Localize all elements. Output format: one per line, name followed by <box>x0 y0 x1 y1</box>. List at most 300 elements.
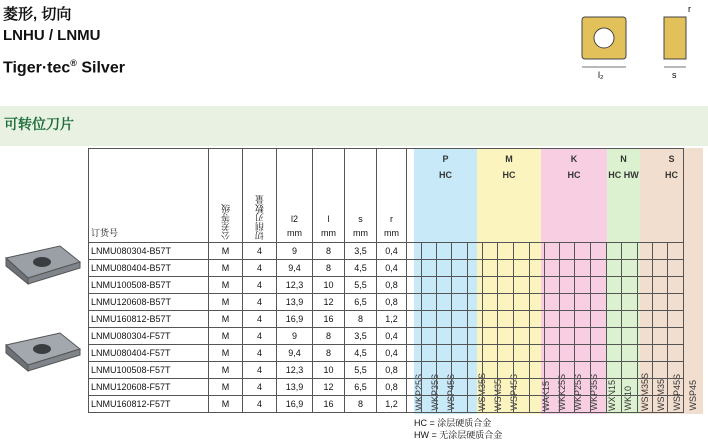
cell-l: 10 <box>313 277 345 294</box>
cell-l2: 13,9 <box>277 379 313 396</box>
grade-cell <box>422 243 437 260</box>
cell-l: 8 <box>313 345 345 362</box>
grade-code: WAK15 <box>541 380 551 411</box>
grade-code: WKP35S <box>430 374 440 411</box>
group-name: K <box>570 154 578 164</box>
grade-cell <box>653 362 668 379</box>
cell-r: 0,4 <box>377 345 407 362</box>
grade-cell <box>437 294 452 311</box>
grade-cell <box>452 294 468 311</box>
grade-cell <box>422 260 437 277</box>
grade-cell <box>668 379 684 396</box>
cell-r: 0,4 <box>377 260 407 277</box>
grade-cell <box>407 379 422 396</box>
grade-code: WXN15 <box>607 379 617 411</box>
grade-cell <box>483 260 498 277</box>
grade-cell <box>653 345 668 362</box>
grade-cell <box>498 328 514 345</box>
grade-cell <box>668 243 684 260</box>
grade-cell <box>545 311 560 328</box>
svg-text:l₂: l₂ <box>598 70 604 80</box>
insert-dimension-diagram <box>578 3 703 81</box>
grade-cell <box>668 260 684 277</box>
grade-code: WSP45 <box>688 380 698 411</box>
grade-cell <box>437 345 452 362</box>
grade-cell <box>483 362 498 379</box>
cell-s: 8 <box>345 396 377 413</box>
cell-s: 3,5 <box>345 243 377 260</box>
grade-cell <box>545 260 560 277</box>
cell-s: 8 <box>345 311 377 328</box>
svg-text:r: r <box>688 4 691 14</box>
grade-cell <box>468 294 483 311</box>
insert-photo-b57t <box>2 240 82 286</box>
grade-cell <box>498 311 514 328</box>
cell-r: 1,2 <box>377 396 407 413</box>
grade-cell <box>452 277 468 294</box>
grade-code: WSP45S <box>446 374 456 411</box>
grade-code: WSM35S <box>477 372 487 411</box>
cell-tolerance: M <box>209 379 243 396</box>
cell-tolerance: M <box>209 345 243 362</box>
grade-cell <box>483 396 498 413</box>
grade-cell <box>483 294 498 311</box>
grade-cell <box>483 345 498 362</box>
group-coating: HC <box>567 170 581 180</box>
grade-cell <box>653 294 668 311</box>
grade-cell <box>498 379 514 396</box>
grade-cell <box>452 362 468 379</box>
grade-cell <box>668 362 684 379</box>
header-s: s mm <box>345 149 377 243</box>
grade-cell <box>437 243 452 260</box>
grade-cell <box>607 362 622 379</box>
cell-r: 0,4 <box>377 243 407 260</box>
table-row <box>89 396 684 413</box>
grade-cell <box>653 277 668 294</box>
cell-l: 8 <box>313 243 345 260</box>
grade-cell <box>591 243 607 260</box>
cell-l2: 16,9 <box>277 311 313 328</box>
group-name: P <box>442 154 449 164</box>
grade-cell <box>591 379 607 396</box>
grade-cell <box>622 277 638 294</box>
grade-cell <box>545 345 560 362</box>
grade-cell <box>407 345 422 362</box>
grade-cell <box>545 362 560 379</box>
grade-cell <box>514 260 530 277</box>
grade-cell <box>514 294 530 311</box>
cell-code: LNMU080404-F57T <box>89 345 209 362</box>
grade-cell <box>530 243 545 260</box>
grade-cell <box>407 311 422 328</box>
grade-cell <box>452 396 468 413</box>
cell-l2: 13,9 <box>277 294 313 311</box>
grade-cell <box>468 345 483 362</box>
grade-cell <box>560 328 575 345</box>
grade-cell <box>468 396 483 413</box>
grade-cell <box>607 294 622 311</box>
header-l2: l2 mm <box>277 149 313 243</box>
grade-cell <box>530 362 545 379</box>
grade-cell <box>545 396 560 413</box>
grade-cell <box>468 362 483 379</box>
cell-l: 8 <box>313 328 345 345</box>
grade-cell <box>560 311 575 328</box>
grade-cell <box>622 311 638 328</box>
cell-l2: 9 <box>277 243 313 260</box>
cell-code: LNMU100508-B57T <box>89 277 209 294</box>
cell-r: 0,8 <box>377 277 407 294</box>
table-row <box>89 379 684 396</box>
title-shape: 菱形, 切向 <box>3 6 72 23</box>
grade-cell <box>437 396 452 413</box>
grade-cell <box>575 311 591 328</box>
cell-l: 8 <box>313 260 345 277</box>
grade-code: WSP45S <box>672 374 682 411</box>
grade-cell <box>591 328 607 345</box>
grade-code: WKP35S <box>589 374 599 411</box>
grade-cell <box>407 243 422 260</box>
grade-cell <box>514 396 530 413</box>
cell-tolerance: M <box>209 311 243 328</box>
cell-edges: 4 <box>243 294 277 311</box>
grade-cell <box>530 294 545 311</box>
grade-cell <box>638 260 653 277</box>
grade-cell <box>468 277 483 294</box>
grade-cell <box>498 277 514 294</box>
grade-cell <box>545 243 560 260</box>
grade-cell <box>668 328 684 345</box>
grade-cell <box>560 294 575 311</box>
grade-cell <box>607 277 622 294</box>
grade-cell <box>638 311 653 328</box>
cell-l: 10 <box>313 362 345 379</box>
footnote-hc: HC = 涂层硬质合金 <box>414 418 492 428</box>
grade-cell <box>452 260 468 277</box>
title-type: LNHU / LNMU <box>3 27 101 44</box>
grade-cell <box>653 328 668 345</box>
grade-cell <box>468 243 483 260</box>
header-tolerance: 公差等级 <box>209 149 243 243</box>
cell-code: LNMU120608-B57T <box>89 294 209 311</box>
grade-cell <box>607 260 622 277</box>
group-coating: HC HW <box>608 170 639 180</box>
grade-cell <box>483 379 498 396</box>
grade-cell <box>530 345 545 362</box>
cell-tolerance: M <box>209 277 243 294</box>
grade-cell <box>468 311 483 328</box>
grade-cell <box>622 345 638 362</box>
grade-cell <box>622 362 638 379</box>
grade-cell <box>407 362 422 379</box>
group-coating: HC <box>439 170 452 180</box>
cell-l2: 9 <box>277 328 313 345</box>
cell-edges: 4 <box>243 243 277 260</box>
grade-cell <box>498 294 514 311</box>
cell-edges: 4 <box>243 362 277 379</box>
grade-cell <box>622 379 638 396</box>
grade-cell <box>483 311 498 328</box>
cell-r: 0,4 <box>377 328 407 345</box>
table-row <box>89 277 684 294</box>
grade-cell <box>575 328 591 345</box>
grade-code: WKP25S <box>573 374 583 411</box>
cell-edges: 4 <box>243 328 277 345</box>
grade-cell <box>607 243 622 260</box>
grade-cell <box>668 396 684 413</box>
grade-cell <box>422 396 437 413</box>
grade-code: WKP25S <box>414 374 424 411</box>
cell-tolerance: M <box>209 396 243 413</box>
grade-cell <box>514 311 530 328</box>
grade-code: WSP45S <box>509 374 519 411</box>
grade-cell <box>622 328 638 345</box>
table-row <box>89 328 684 345</box>
header-code: 订货号 <box>89 149 209 243</box>
grade-code: WSM35 <box>656 378 666 411</box>
cell-edges: 4 <box>243 396 277 413</box>
grade-cell <box>575 243 591 260</box>
table-header-row <box>89 149 684 243</box>
grade-cell <box>575 345 591 362</box>
grade-cell <box>437 277 452 294</box>
grade-cell <box>498 243 514 260</box>
table-row <box>89 362 684 379</box>
cell-edges: 4 <box>243 311 277 328</box>
grade-cell <box>545 277 560 294</box>
grade-cell <box>452 243 468 260</box>
grade-cell <box>437 362 452 379</box>
group-coating: HC <box>665 170 678 180</box>
cell-r: 0,8 <box>377 294 407 311</box>
svg-text:s: s <box>672 70 677 80</box>
grade-cell <box>575 396 591 413</box>
cell-edges: 4 <box>243 379 277 396</box>
grade-cell <box>422 345 437 362</box>
grade-cell <box>638 345 653 362</box>
grade-cell <box>422 311 437 328</box>
cell-s: 5,5 <box>345 362 377 379</box>
grade-cell <box>437 260 452 277</box>
grade-cell <box>514 379 530 396</box>
grade-cell <box>653 260 668 277</box>
grade-cell <box>468 260 483 277</box>
grade-cell <box>545 294 560 311</box>
grade-cell <box>638 243 653 260</box>
table-row <box>89 311 684 328</box>
table-row <box>89 294 684 311</box>
title-product: Tiger·tec® Silver <box>3 58 125 77</box>
cell-r: 0,8 <box>377 379 407 396</box>
grade-cell <box>530 396 545 413</box>
grade-cell <box>530 328 545 345</box>
cell-l: 16 <box>313 396 345 413</box>
footnote-hw: HW = 无涂层硬质合金 <box>414 430 503 440</box>
cell-code: LNMU120608-F57T <box>89 379 209 396</box>
cell-s: 4,5 <box>345 345 377 362</box>
grade-cell <box>422 277 437 294</box>
grade-cell <box>468 328 483 345</box>
grade-cell <box>560 345 575 362</box>
grade-cell <box>591 294 607 311</box>
group-coating: HC <box>502 170 516 180</box>
grade-cell <box>668 345 684 362</box>
group-name: M <box>505 154 513 164</box>
grade-cell <box>452 328 468 345</box>
grade-cell <box>575 379 591 396</box>
cell-code: LNMU100508-F57T <box>89 362 209 379</box>
grade-cell <box>498 396 514 413</box>
cell-edges: 4 <box>243 277 277 294</box>
grade-code: WKK25S <box>557 374 567 411</box>
grade-cell <box>483 277 498 294</box>
cell-s: 6,5 <box>345 379 377 396</box>
grade-cell <box>638 294 653 311</box>
grade-cell <box>653 243 668 260</box>
grade-cell <box>622 243 638 260</box>
grade-cell <box>653 396 668 413</box>
cell-r: 1,2 <box>377 311 407 328</box>
grade-cell <box>575 260 591 277</box>
grade-cell <box>607 379 622 396</box>
grade-cell <box>575 294 591 311</box>
cell-edges: 4 <box>243 260 277 277</box>
cell-code: LNMU080404-B57T <box>89 260 209 277</box>
grade-cell <box>575 362 591 379</box>
grade-cell <box>514 243 530 260</box>
grade-cell <box>545 379 560 396</box>
grade-cell <box>545 328 560 345</box>
cell-tolerance: M <box>209 328 243 345</box>
grade-cell <box>437 311 452 328</box>
grade-code: WK10 <box>623 386 633 411</box>
cell-code: LNMU160812-B57T <box>89 311 209 328</box>
grade-cell <box>452 311 468 328</box>
cell-tolerance: M <box>209 260 243 277</box>
cell-l2: 9,4 <box>277 260 313 277</box>
grade-cell <box>638 396 653 413</box>
grade-cell <box>560 362 575 379</box>
grade-cell <box>498 260 514 277</box>
grade-cell <box>422 294 437 311</box>
grade-cell <box>498 362 514 379</box>
grade-cell <box>607 328 622 345</box>
grade-cell <box>575 277 591 294</box>
grade-cell <box>530 260 545 277</box>
grade-cell <box>622 260 638 277</box>
grade-cell <box>514 277 530 294</box>
grade-cell <box>483 243 498 260</box>
grade-cell <box>653 379 668 396</box>
grade-cell <box>514 328 530 345</box>
cell-code: LNMU080304-F57T <box>89 328 209 345</box>
grade-cell <box>668 294 684 311</box>
cell-l: 12 <box>313 379 345 396</box>
cell-l: 12 <box>313 294 345 311</box>
grade-cell <box>483 328 498 345</box>
grade-cell <box>560 277 575 294</box>
grade-cell <box>530 277 545 294</box>
grade-cell <box>591 260 607 277</box>
cell-l2: 9,4 <box>277 345 313 362</box>
grade-cell <box>514 345 530 362</box>
grade-cell <box>638 277 653 294</box>
grade-cell <box>452 345 468 362</box>
cell-l2: 12,3 <box>277 362 313 379</box>
grade-cell <box>607 396 622 413</box>
grade-cell <box>668 311 684 328</box>
grade-cell <box>407 294 422 311</box>
cell-s: 5,5 <box>345 277 377 294</box>
grade-cell <box>591 396 607 413</box>
cell-tolerance: M <box>209 294 243 311</box>
grade-cell <box>591 345 607 362</box>
cell-l2: 12,3 <box>277 277 313 294</box>
cell-tolerance: M <box>209 362 243 379</box>
grade-cell <box>530 379 545 396</box>
group-name: S <box>668 154 675 164</box>
grade-cell <box>622 396 638 413</box>
grade-cell <box>422 328 437 345</box>
cell-code: LNMU080304-B57T <box>89 243 209 260</box>
grade-cell <box>498 345 514 362</box>
cell-s: 4,5 <box>345 260 377 277</box>
grade-cell <box>591 362 607 379</box>
table-row <box>89 243 684 260</box>
grade-cell <box>622 294 638 311</box>
cell-r: 0,8 <box>377 362 407 379</box>
grade-cell <box>452 379 468 396</box>
cell-l: 16 <box>313 311 345 328</box>
header-l: l mm <box>313 149 345 243</box>
group-name: N <box>620 154 627 164</box>
section-title: 可转位刀片 <box>4 116 74 132</box>
grade-cell <box>407 396 422 413</box>
grade-cell <box>668 277 684 294</box>
table-row <box>89 345 684 362</box>
grade-cell <box>591 311 607 328</box>
cell-s: 6,5 <box>345 294 377 311</box>
table-row <box>89 260 684 277</box>
cell-tolerance: M <box>209 243 243 260</box>
grade-cell <box>422 379 437 396</box>
section-band <box>0 106 708 146</box>
grade-cell <box>530 311 545 328</box>
grade-cell <box>591 277 607 294</box>
cell-l2: 16,9 <box>277 396 313 413</box>
grade-cell <box>560 379 575 396</box>
grade-cell <box>560 243 575 260</box>
header-r: r mm <box>377 149 407 243</box>
grade-cell <box>607 311 622 328</box>
grade-code: WSM35 <box>493 378 503 411</box>
cell-code: LNMU160812-F57T <box>89 396 209 413</box>
insert-table <box>88 148 684 413</box>
insert-photo-f57t <box>2 327 82 373</box>
grade-cell <box>437 328 452 345</box>
grade-cell <box>468 379 483 396</box>
grade-cell <box>560 260 575 277</box>
grade-cell <box>422 362 437 379</box>
grade-cell <box>514 362 530 379</box>
cell-s: 3,5 <box>345 328 377 345</box>
grade-cell <box>407 328 422 345</box>
grade-cell <box>653 311 668 328</box>
grade-cell <box>638 362 653 379</box>
grade-cell <box>560 396 575 413</box>
grade-cell <box>638 379 653 396</box>
